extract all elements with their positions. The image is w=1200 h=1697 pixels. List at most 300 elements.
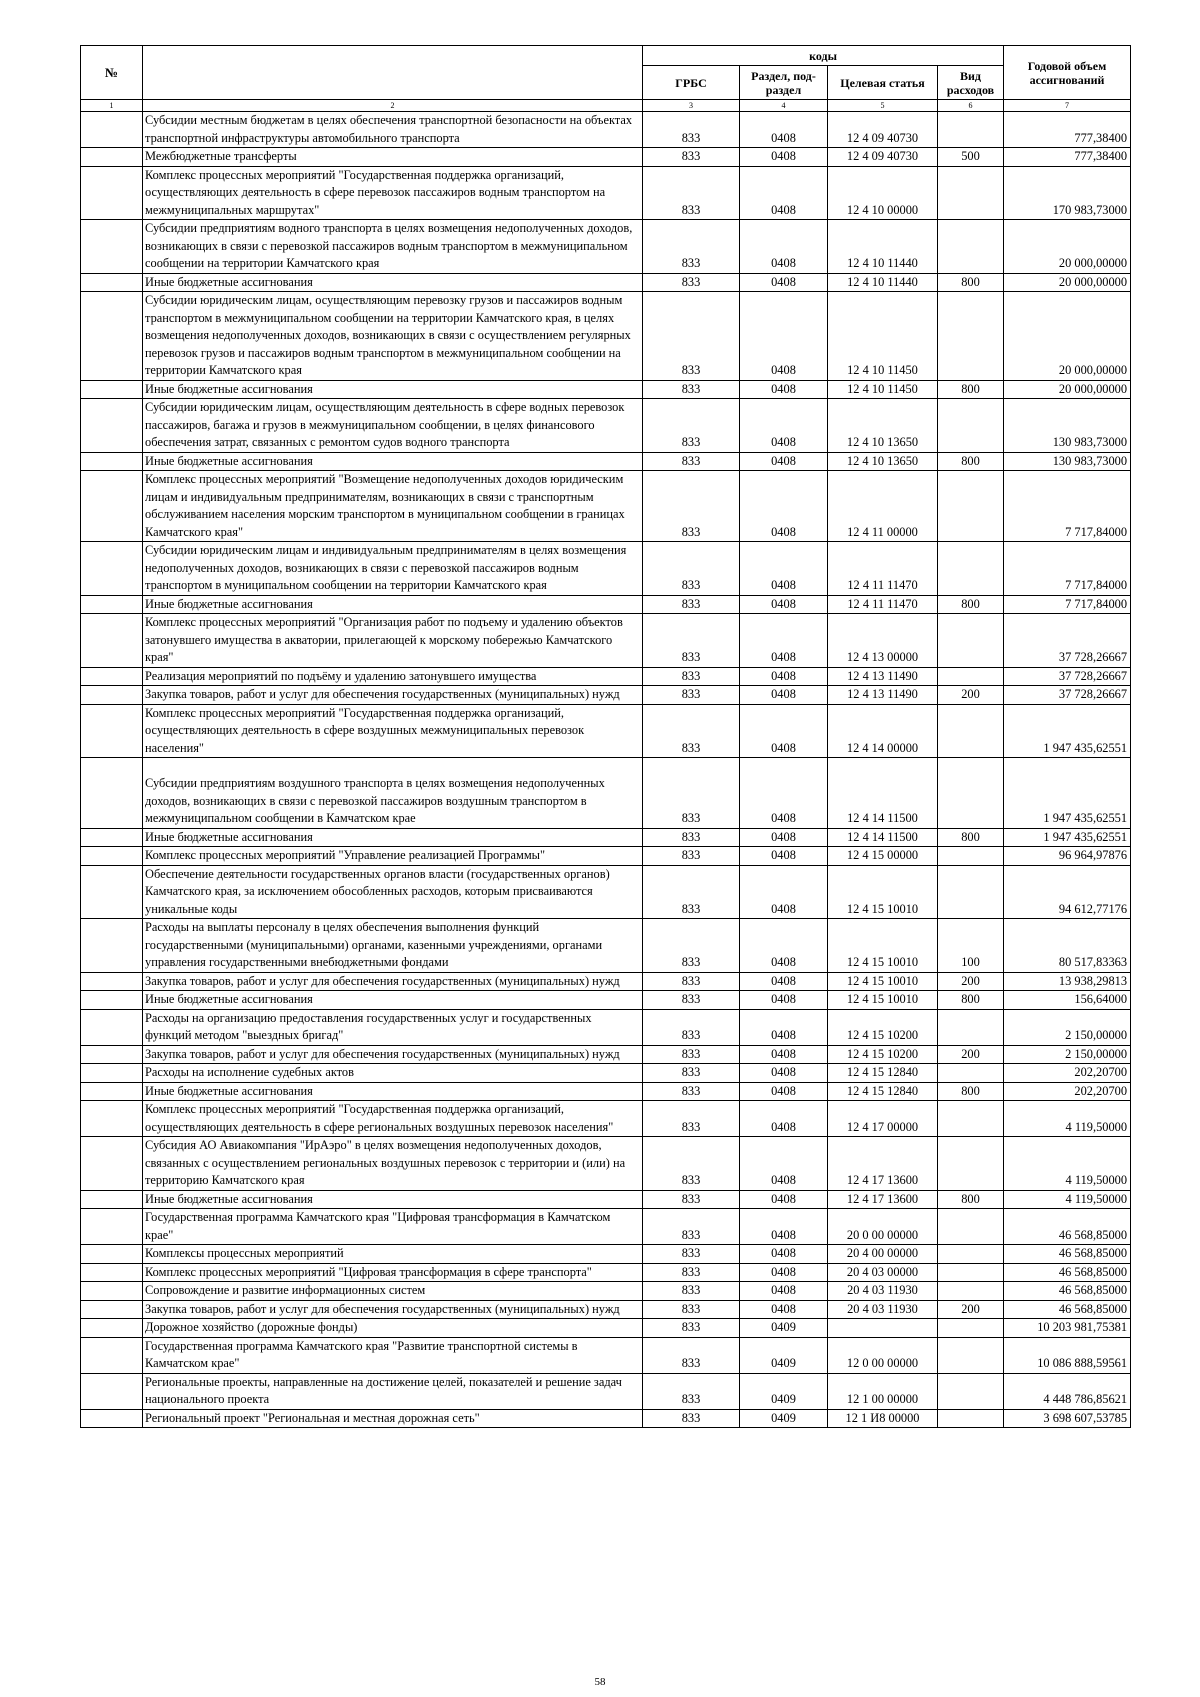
row-amount-cell: 46 568,85000 xyxy=(1004,1245,1131,1264)
row-section-cell: 0409 xyxy=(740,1337,828,1373)
row-grbs-cell: 833 xyxy=(643,1319,740,1338)
row-name-cell: Обеспечение деятельности государственных органов власти (государственных органов) Камчатского края, за исключением обособленных расходов, которым присваиваются уникальные коды xyxy=(143,865,643,919)
row-grbs-cell: 833 xyxy=(643,595,740,614)
row-name-cell: Комплекс процессных мероприятий "Государственная поддержка организаций, осуществляющих деятельность в сфере региональных воздушных перевозок населения" xyxy=(143,1101,643,1137)
row-amount-cell: 37 728,26667 xyxy=(1004,667,1131,686)
column-numbers-row xyxy=(81,100,1131,112)
row-name-cell: Комплекс процессных мероприятий "Организация работ по подъему и удалению объектов затонувшего имущества в акватории, прилегающей к морскому побережью Камчатского края" xyxy=(143,614,643,668)
header-annual-amount: Годовой объем ассигнований xyxy=(1004,46,1131,100)
row-grbs-cell: 833 xyxy=(643,1045,740,1064)
row-expense-type-cell xyxy=(938,112,1004,148)
row-name-cell: Сопровождение и развитие информационных систем xyxy=(143,1282,643,1301)
row-section-cell: 0408 xyxy=(740,1137,828,1191)
table-row xyxy=(81,1137,1131,1191)
row-expense-type-cell xyxy=(938,704,1004,758)
row-name-cell: Расходы на организацию предоставления государственных услуг и государственных функций методом "выездных бригад" xyxy=(143,1009,643,1045)
row-number-cell xyxy=(81,704,143,758)
row-section-cell: 0408 xyxy=(740,452,828,471)
header-codes: коды xyxy=(643,46,1004,66)
row-name-cell: Иные бюджетные ассигнования xyxy=(143,991,643,1010)
row-number-cell xyxy=(81,686,143,705)
row-target-cell: 12 4 17 13600 xyxy=(828,1137,938,1191)
row-expense-type-cell xyxy=(938,1009,1004,1045)
row-grbs-cell: 833 xyxy=(643,1009,740,1045)
row-expense-type-cell xyxy=(938,1137,1004,1191)
row-amount-cell: 202,20700 xyxy=(1004,1082,1131,1101)
row-name-cell: Субсидии юридическим лицам, осуществляющим деятельность в сфере водных перевозок пассажиров, багажа и грузов в межмуниципальном сообщении, в целях финансового обеспечения затрат, связанных с ремонтом судов водного транспорта xyxy=(143,399,643,453)
row-number-cell xyxy=(81,1190,143,1209)
row-target-cell: 12 4 13 11490 xyxy=(828,667,938,686)
header-expense-type: Вид расходов xyxy=(938,66,1004,100)
row-name-cell: Комплекс процессных мероприятий "Возмещение недополученных доходов юридическим лицам и индивидуальным предпринимателям, возникающих в связи с транспортным обслуживанием населения морским транспортом в муниципальном сообщении в границах Камчатского края" xyxy=(143,471,643,542)
row-grbs-cell: 833 xyxy=(643,542,740,596)
row-grbs-cell: 833 xyxy=(643,1337,740,1373)
row-target-cell: 12 0 00 00000 xyxy=(828,1337,938,1373)
row-amount-cell: 4 448 786,85621 xyxy=(1004,1373,1131,1409)
row-amount-cell: 170 983,73000 xyxy=(1004,166,1131,220)
table-row xyxy=(81,614,1131,668)
row-number-cell xyxy=(81,1137,143,1191)
budget-document xyxy=(80,45,1130,1428)
row-grbs-cell: 833 xyxy=(643,919,740,973)
row-number-cell xyxy=(81,1319,143,1338)
row-grbs-cell: 833 xyxy=(643,828,740,847)
table-row xyxy=(81,1082,1131,1101)
table-row xyxy=(81,452,1131,471)
row-expense-type-cell: 500 xyxy=(938,148,1004,167)
row-section-cell: 0408 xyxy=(740,1009,828,1045)
header-name xyxy=(143,46,643,100)
table-row xyxy=(81,273,1131,292)
row-number-cell xyxy=(81,542,143,596)
row-section-cell: 0408 xyxy=(740,847,828,866)
row-expense-type-cell: 800 xyxy=(938,273,1004,292)
row-name-cell: Расходы на исполнение судебных актов xyxy=(143,1064,643,1083)
row-number-cell xyxy=(81,471,143,542)
row-expense-type-cell xyxy=(938,847,1004,866)
row-grbs-cell: 833 xyxy=(643,667,740,686)
table-row xyxy=(81,148,1131,167)
row-amount-cell: 94 612,77176 xyxy=(1004,865,1131,919)
row-amount-cell: 1 947 435,62551 xyxy=(1004,758,1131,829)
row-target-cell: 12 4 11 11470 xyxy=(828,542,938,596)
row-section-cell: 0408 xyxy=(740,828,828,847)
row-grbs-cell: 833 xyxy=(643,1282,740,1301)
row-name-cell: Субсидии местным бюджетам в целях обеспечения транспортной безопасности на объектах транспортной инфраструктуры автомобильного транспорта xyxy=(143,112,643,148)
row-target-cell: 12 4 10 13650 xyxy=(828,399,938,453)
row-amount-cell: 10 203 981,75381 xyxy=(1004,1319,1131,1338)
row-grbs-cell: 833 xyxy=(643,1101,740,1137)
row-target-cell: 12 4 15 10200 xyxy=(828,1045,938,1064)
row-amount-cell: 37 728,26667 xyxy=(1004,614,1131,668)
column-number: 1 xyxy=(81,100,143,112)
row-grbs-cell: 833 xyxy=(643,758,740,829)
row-target-cell: 12 1 00 00000 xyxy=(828,1373,938,1409)
row-amount-cell: 7 717,84000 xyxy=(1004,595,1131,614)
row-grbs-cell: 833 xyxy=(643,399,740,453)
row-section-cell: 0408 xyxy=(740,380,828,399)
row-section-cell: 0408 xyxy=(740,1300,828,1319)
row-number-cell xyxy=(81,166,143,220)
row-number-cell xyxy=(81,220,143,274)
row-section-cell: 0408 xyxy=(740,919,828,973)
column-number: 7 xyxy=(1004,100,1131,112)
row-name-cell: Дорожное хозяйство (дорожные фонды) xyxy=(143,1319,643,1338)
row-expense-type-cell: 800 xyxy=(938,1082,1004,1101)
row-grbs-cell: 833 xyxy=(643,847,740,866)
row-target-cell: 12 4 17 00000 xyxy=(828,1101,938,1137)
row-grbs-cell: 833 xyxy=(643,1064,740,1083)
row-expense-type-cell xyxy=(938,542,1004,596)
row-expense-type-cell xyxy=(938,1282,1004,1301)
row-section-cell: 0408 xyxy=(740,471,828,542)
row-name-cell: Комплекс процессных мероприятий "Государственная поддержка организаций, осуществляющих деятельность в сфере перевозок пассажиров водным транспортом на межмуниципальных маршрутах" xyxy=(143,166,643,220)
row-name-cell: Региональные проекты, направленные на достижение целей, показателей и решение задач национального проекта xyxy=(143,1373,643,1409)
row-expense-type-cell: 200 xyxy=(938,972,1004,991)
row-number-cell xyxy=(81,112,143,148)
row-amount-cell: 2 150,00000 xyxy=(1004,1045,1131,1064)
table-row xyxy=(81,1282,1131,1301)
row-expense-type-cell xyxy=(938,292,1004,381)
table-body xyxy=(81,100,1131,1428)
row-number-cell xyxy=(81,1409,143,1428)
row-name-cell: Субсидии предприятиям водного транспорта в целях возмещения недополученных доходов, возникающих в связи с перевозкой пассажиров водным транспортом в межмуниципальном сообщении на территории Камчатского края xyxy=(143,220,643,274)
row-number-cell xyxy=(81,1009,143,1045)
row-grbs-cell: 833 xyxy=(643,1190,740,1209)
row-amount-cell: 4 119,50000 xyxy=(1004,1137,1131,1191)
row-grbs-cell: 833 xyxy=(643,1245,740,1264)
row-number-cell xyxy=(81,273,143,292)
row-target-cell: 20 4 03 11930 xyxy=(828,1300,938,1319)
row-grbs-cell: 833 xyxy=(643,704,740,758)
row-section-cell: 0408 xyxy=(740,1045,828,1064)
row-section-cell: 0408 xyxy=(740,865,828,919)
table-row xyxy=(81,1101,1131,1137)
row-target-cell: 20 4 00 00000 xyxy=(828,1245,938,1264)
row-amount-cell: 10 086 888,59561 xyxy=(1004,1337,1131,1373)
table-row xyxy=(81,292,1131,381)
row-target-cell: 12 4 15 10200 xyxy=(828,1009,938,1045)
row-section-cell: 0408 xyxy=(740,1282,828,1301)
row-amount-cell: 4 119,50000 xyxy=(1004,1190,1131,1209)
table-row xyxy=(81,220,1131,274)
row-name-cell: Государственная программа Камчатского края "Развитие транспортной системы в Камчатском крае" xyxy=(143,1337,643,1373)
table-row xyxy=(81,1373,1131,1409)
row-section-cell: 0408 xyxy=(740,1064,828,1083)
row-expense-type-cell: 800 xyxy=(938,380,1004,399)
row-number-cell xyxy=(81,595,143,614)
header-section: Раздел, под-раздел xyxy=(740,66,828,100)
row-expense-type-cell xyxy=(938,220,1004,274)
row-target-cell: 12 4 15 12840 xyxy=(828,1082,938,1101)
budget-table xyxy=(80,45,1131,1428)
row-expense-type-cell xyxy=(938,1373,1004,1409)
row-number-cell xyxy=(81,452,143,471)
row-amount-cell: 46 568,85000 xyxy=(1004,1263,1131,1282)
row-section-cell: 0409 xyxy=(740,1373,828,1409)
row-number-cell xyxy=(81,614,143,668)
row-section-cell: 0408 xyxy=(740,399,828,453)
row-number-cell xyxy=(81,1064,143,1083)
table-row xyxy=(81,1300,1131,1319)
table-row xyxy=(81,1064,1131,1083)
row-target-cell: 12 4 14 11500 xyxy=(828,828,938,847)
row-grbs-cell: 833 xyxy=(643,452,740,471)
row-target-cell: 12 4 14 00000 xyxy=(828,704,938,758)
row-amount-cell: 7 717,84000 xyxy=(1004,471,1131,542)
row-expense-type-cell xyxy=(938,1064,1004,1083)
row-target-cell: 12 4 15 10010 xyxy=(828,919,938,973)
table-row xyxy=(81,1319,1131,1338)
row-amount-cell: 7 717,84000 xyxy=(1004,542,1131,596)
row-expense-type-cell xyxy=(938,1209,1004,1245)
row-amount-cell: 20 000,00000 xyxy=(1004,292,1131,381)
row-section-cell: 0408 xyxy=(740,292,828,381)
table-row xyxy=(81,166,1131,220)
row-grbs-cell: 833 xyxy=(643,220,740,274)
row-expense-type-cell: 200 xyxy=(938,1300,1004,1319)
row-section-cell: 0408 xyxy=(740,1209,828,1245)
row-amount-cell: 20 000,00000 xyxy=(1004,220,1131,274)
row-name-cell: Иные бюджетные ассигнования xyxy=(143,595,643,614)
row-section-cell: 0408 xyxy=(740,542,828,596)
row-expense-type-cell xyxy=(938,1319,1004,1338)
header-target-article: Целевая статья xyxy=(828,66,938,100)
table-row xyxy=(81,471,1131,542)
row-amount-cell: 46 568,85000 xyxy=(1004,1209,1131,1245)
row-number-cell xyxy=(81,1337,143,1373)
table-row xyxy=(81,1209,1131,1245)
table-header xyxy=(81,46,1131,100)
row-name-cell: Региональный проект "Региональная и местная дорожная сеть" xyxy=(143,1409,643,1428)
row-target-cell: 12 4 15 10010 xyxy=(828,991,938,1010)
column-number: 4 xyxy=(740,100,828,112)
header-grbs: ГРБС xyxy=(643,66,740,100)
row-grbs-cell: 833 xyxy=(643,292,740,381)
row-section-cell: 0408 xyxy=(740,704,828,758)
row-name-cell: Расходы на выплаты персоналу в целях обеспечения выполнения функций государственными (муниципальными) органами, казенными учреждениями, органами управления государственными внебюджетными фондами xyxy=(143,919,643,973)
row-target-cell: 12 4 10 00000 xyxy=(828,166,938,220)
row-grbs-cell: 833 xyxy=(643,1082,740,1101)
table-row xyxy=(81,919,1131,973)
column-number: 2 xyxy=(143,100,643,112)
row-grbs-cell: 833 xyxy=(643,686,740,705)
row-name-cell: Закупка товаров, работ и услуг для обеспечения государственных (муниципальных) нужд xyxy=(143,686,643,705)
row-name-cell: Закупка товаров, работ и услуг для обеспечения государственных (муниципальных) нужд xyxy=(143,1300,643,1319)
row-section-cell: 0408 xyxy=(740,220,828,274)
row-number-cell xyxy=(81,991,143,1010)
row-expense-type-cell xyxy=(938,1245,1004,1264)
row-target-cell: 12 4 11 00000 xyxy=(828,471,938,542)
row-name-cell: Закупка товаров, работ и услуг для обеспечения государственных (муниципальных) нужд xyxy=(143,972,643,991)
row-number-cell xyxy=(81,865,143,919)
row-grbs-cell: 833 xyxy=(643,614,740,668)
row-target-cell: 12 4 15 00000 xyxy=(828,847,938,866)
table-row xyxy=(81,991,1131,1010)
row-grbs-cell: 833 xyxy=(643,972,740,991)
row-name-cell: Межбюджетные трансферты xyxy=(143,148,643,167)
row-target-cell: 20 4 03 00000 xyxy=(828,1263,938,1282)
row-target-cell: 12 4 10 11450 xyxy=(828,292,938,381)
row-target-cell: 12 4 15 10010 xyxy=(828,972,938,991)
row-section-cell: 0408 xyxy=(740,1190,828,1209)
row-target-cell: 12 4 13 11490 xyxy=(828,686,938,705)
row-name-cell: Иные бюджетные ассигнования xyxy=(143,380,643,399)
row-section-cell: 0408 xyxy=(740,1082,828,1101)
row-expense-type-cell xyxy=(938,471,1004,542)
row-name-cell: Комплекс процессных мероприятий "Цифровая трансформация в сфере транспорта" xyxy=(143,1263,643,1282)
row-expense-type-cell: 100 xyxy=(938,919,1004,973)
table-row xyxy=(81,1045,1131,1064)
row-grbs-cell: 833 xyxy=(643,1409,740,1428)
row-section-cell: 0408 xyxy=(740,273,828,292)
header-number: № xyxy=(81,46,143,100)
row-expense-type-cell: 800 xyxy=(938,452,1004,471)
row-expense-type-cell xyxy=(938,399,1004,453)
row-expense-type-cell: 800 xyxy=(938,1190,1004,1209)
row-number-cell xyxy=(81,1300,143,1319)
row-section-cell: 0408 xyxy=(740,667,828,686)
row-grbs-cell: 833 xyxy=(643,380,740,399)
row-name-cell: Субсидии предприятиям воздушного транспорта в целях возмещения недополученных доходов, возникающих в связи с перевозкой пассажиров воздушным транспортом в межмуниципальном сообщении в Камчатском крае xyxy=(143,758,643,829)
table-row xyxy=(81,399,1131,453)
row-grbs-cell: 833 xyxy=(643,991,740,1010)
row-amount-cell: 46 568,85000 xyxy=(1004,1300,1131,1319)
table-row xyxy=(81,1009,1131,1045)
row-target-cell: 12 4 10 11440 xyxy=(828,273,938,292)
row-number-cell xyxy=(81,1082,143,1101)
column-number: 5 xyxy=(828,100,938,112)
row-number-cell xyxy=(81,399,143,453)
row-expense-type-cell: 800 xyxy=(938,595,1004,614)
row-target-cell: 12 4 17 13600 xyxy=(828,1190,938,1209)
row-expense-type-cell xyxy=(938,1263,1004,1282)
row-section-cell: 0408 xyxy=(740,991,828,1010)
row-section-cell: 0408 xyxy=(740,1263,828,1282)
row-target-cell: 12 4 09 40730 xyxy=(828,112,938,148)
row-grbs-cell: 833 xyxy=(643,1209,740,1245)
row-expense-type-cell xyxy=(938,166,1004,220)
row-grbs-cell: 833 xyxy=(643,471,740,542)
row-name-cell: Иные бюджетные ассигнования xyxy=(143,1190,643,1209)
row-amount-cell: 4 119,50000 xyxy=(1004,1101,1131,1137)
row-amount-cell: 20 000,00000 xyxy=(1004,273,1131,292)
row-section-cell: 0409 xyxy=(740,1409,828,1428)
row-name-cell: Закупка товаров, работ и услуг для обеспечения государственных (муниципальных) нужд xyxy=(143,1045,643,1064)
row-grbs-cell: 833 xyxy=(643,148,740,167)
row-grbs-cell: 833 xyxy=(643,865,740,919)
table-row xyxy=(81,595,1131,614)
row-grbs-cell: 833 xyxy=(643,166,740,220)
row-number-cell xyxy=(81,1045,143,1064)
row-section-cell: 0408 xyxy=(740,166,828,220)
row-grbs-cell: 833 xyxy=(643,1300,740,1319)
row-target-cell: 12 4 10 11440 xyxy=(828,220,938,274)
row-amount-cell: 777,38400 xyxy=(1004,112,1131,148)
row-target-cell xyxy=(828,1319,938,1338)
row-target-cell: 12 4 10 11450 xyxy=(828,380,938,399)
row-amount-cell: 80 517,83363 xyxy=(1004,919,1131,973)
row-name-cell: Комплекс процессных мероприятий "Управление реализацией Программы" xyxy=(143,847,643,866)
row-target-cell: 12 4 15 10010 xyxy=(828,865,938,919)
row-grbs-cell: 833 xyxy=(643,273,740,292)
table-row xyxy=(81,847,1131,866)
column-number: 3 xyxy=(643,100,740,112)
row-name-cell: Субсидии юридическим лицам, осуществляющим перевозку грузов и пассажиров водным транспортом в межмуниципальном сообщении на территории Камчатского края, в целях возмещения недополученных доходов, возникающих в связи с осуществлением регулярных перевозок грузов и пассажиров водным транспортом в межмуниципальном сообщении на территории Камчатского края xyxy=(143,292,643,381)
row-expense-type-cell: 800 xyxy=(938,991,1004,1010)
row-amount-cell: 777,38400 xyxy=(1004,148,1131,167)
row-amount-cell: 37 728,26667 xyxy=(1004,686,1131,705)
row-number-cell xyxy=(81,292,143,381)
row-number-cell xyxy=(81,1263,143,1282)
table-row xyxy=(81,758,1131,829)
row-number-cell xyxy=(81,1373,143,1409)
row-number-cell xyxy=(81,1101,143,1137)
page-number: 58 xyxy=(594,1676,606,1688)
row-target-cell: 12 4 15 12840 xyxy=(828,1064,938,1083)
row-expense-type-cell xyxy=(938,1337,1004,1373)
row-expense-type-cell: 200 xyxy=(938,1045,1004,1064)
row-target-cell: 12 1 И8 00000 xyxy=(828,1409,938,1428)
table-row xyxy=(81,1337,1131,1373)
row-expense-type-cell: 200 xyxy=(938,686,1004,705)
row-number-cell xyxy=(81,758,143,829)
row-amount-cell: 96 964,97876 xyxy=(1004,847,1131,866)
row-grbs-cell: 833 xyxy=(643,1137,740,1191)
row-section-cell: 0408 xyxy=(740,758,828,829)
row-grbs-cell: 833 xyxy=(643,112,740,148)
table-row xyxy=(81,1190,1131,1209)
row-amount-cell: 156,64000 xyxy=(1004,991,1131,1010)
row-target-cell: 20 0 00 00000 xyxy=(828,1209,938,1245)
row-expense-type-cell: 800 xyxy=(938,828,1004,847)
row-target-cell: 20 4 03 11930 xyxy=(828,1282,938,1301)
row-name-cell: Субсидии юридическим лицам и индивидуальным предпринимателям в целях возмещения недополученных доходов, возникающих в связи с перевозкой пассажиров водным транспортом в муниципальном сообщении на территории Камчатского края xyxy=(143,542,643,596)
row-expense-type-cell xyxy=(938,865,1004,919)
row-name-cell: Субсидия АО Авиакомпания "ИрАэро" в целях возмещения недополученных доходов, связанных с осуществлением региональных воздушных перевозок с территории и (или) на территорию Камчатского края xyxy=(143,1137,643,1191)
table-row xyxy=(81,1245,1131,1264)
row-number-cell xyxy=(81,667,143,686)
row-section-cell: 0408 xyxy=(740,686,828,705)
row-amount-cell: 20 000,00000 xyxy=(1004,380,1131,399)
row-amount-cell: 2 150,00000 xyxy=(1004,1009,1131,1045)
table-row xyxy=(81,112,1131,148)
row-grbs-cell: 833 xyxy=(643,1373,740,1409)
row-amount-cell: 46 568,85000 xyxy=(1004,1282,1131,1301)
row-name-cell: Комплексы процессных мероприятий xyxy=(143,1245,643,1264)
row-section-cell: 0408 xyxy=(740,972,828,991)
table-row xyxy=(81,704,1131,758)
row-number-cell xyxy=(81,1209,143,1245)
row-number-cell xyxy=(81,847,143,866)
row-target-cell: 12 4 09 40730 xyxy=(828,148,938,167)
row-target-cell: 12 4 14 11500 xyxy=(828,758,938,829)
table-row xyxy=(81,380,1131,399)
row-section-cell: 0408 xyxy=(740,112,828,148)
column-number: 6 xyxy=(938,100,1004,112)
row-grbs-cell: 833 xyxy=(643,1263,740,1282)
row-section-cell: 0409 xyxy=(740,1319,828,1338)
row-expense-type-cell xyxy=(938,1409,1004,1428)
row-expense-type-cell xyxy=(938,667,1004,686)
row-number-cell xyxy=(81,1282,143,1301)
row-section-cell: 0408 xyxy=(740,1101,828,1137)
row-name-cell: Иные бюджетные ассигнования xyxy=(143,1082,643,1101)
row-number-cell xyxy=(81,919,143,973)
row-expense-type-cell xyxy=(938,614,1004,668)
row-target-cell: 12 4 13 00000 xyxy=(828,614,938,668)
table-row xyxy=(81,865,1131,919)
